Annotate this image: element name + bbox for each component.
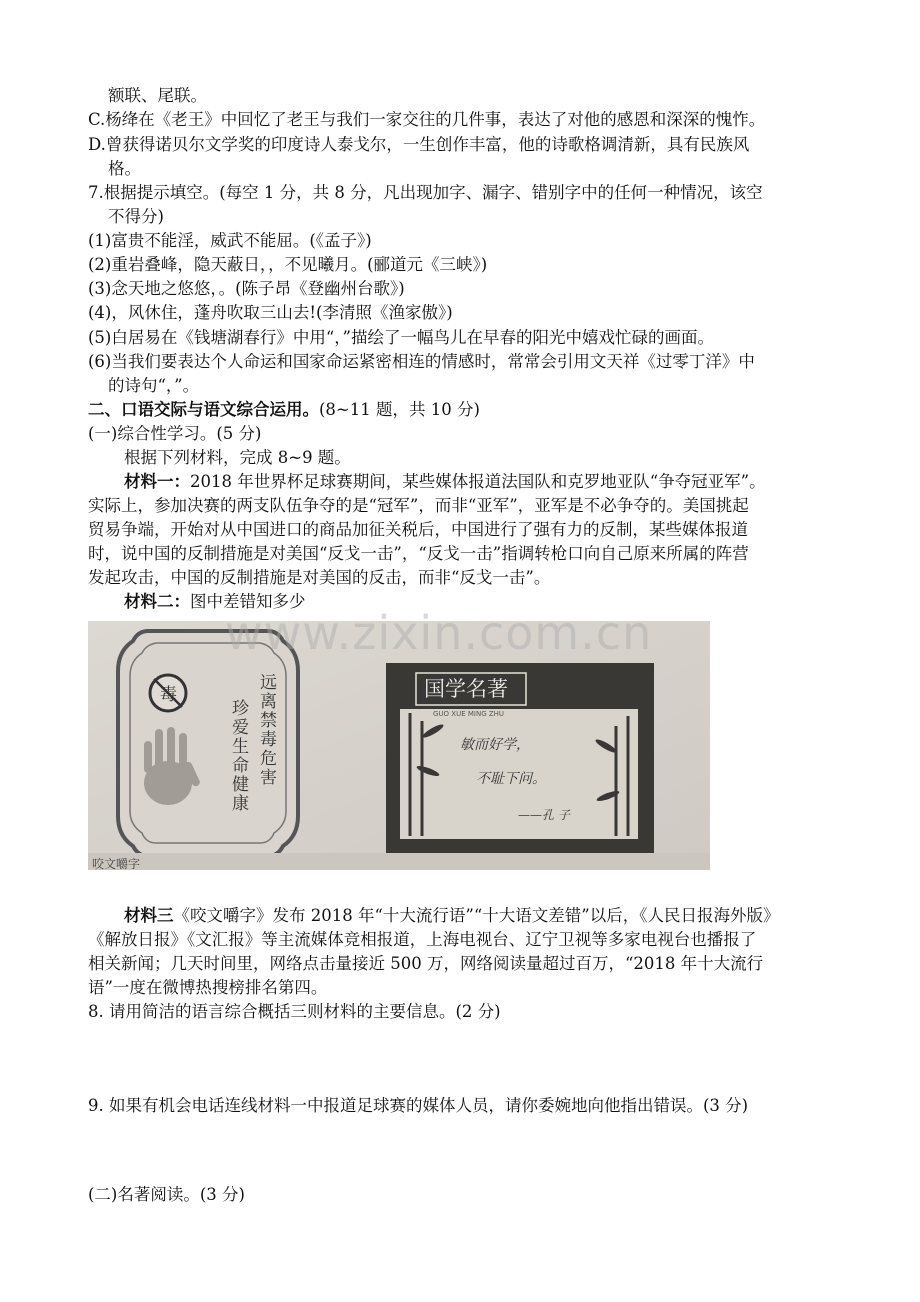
subsection-heading: (一)综合性学习。(5 分) bbox=[88, 424, 262, 443]
section-heading bbox=[88, 399, 480, 421]
material-1-line bbox=[124, 471, 766, 493]
question-8: 8. 请用简洁的语言综合概括三则材料的主要信息。(2 分) bbox=[88, 1002, 501, 1021]
material-2-text: 图中差错知多少 bbox=[190, 592, 306, 611]
right-board-quote-1: 敏而好学， bbox=[460, 737, 530, 753]
text-line: C.杨绛在《老王》中回忆了老王与我们一家交往的几件事，表达了对他的感恩和深深的愧怍。 bbox=[88, 110, 766, 129]
right-board-author: ——孔 子 bbox=[518, 808, 570, 822]
material-3-label: 材料三 bbox=[124, 906, 174, 925]
material-3-line: 语”一度在微博热搜榜排名第四。 bbox=[88, 978, 328, 997]
blank-item-6: (6)当我们要表达个人命运和国家命运紧密相连的情感时，常常会引用文天祥《过零丁洋》中 bbox=[88, 352, 755, 371]
blank-item-2: (2)重岩叠峰，隐天蔽日，，不见曦月。(郦道元《三峡》) bbox=[88, 255, 488, 274]
material-1-line: 贸易争端，开始对从中国进口的商品加征关税后，中国进行了强有力的反制，某些媒体报道 bbox=[88, 520, 748, 539]
bottom-fragment-text: 咬文嚼字 bbox=[92, 857, 141, 870]
blank-item-1: (1)富贵不能淫，威武不能屈。(《孟子》) bbox=[88, 231, 372, 250]
text-line: D.曾获得诺贝尔文学奖的印度诗人泰戈尔，一生创作丰富，他的诗歌格调清新，具有民族风 bbox=[88, 135, 750, 154]
material-1-line: 时，说中国的反制措施是对美国“反戈一击”，“反戈一击”指调转枪口向自己原来所属的阵营 bbox=[88, 544, 749, 563]
blank-item-4: (4)，风休住，蓬舟吹取三山去!(李清照《渔家傲》) bbox=[88, 303, 453, 322]
section-heading-title: 二、口语交际与语文综合运用。 bbox=[88, 400, 319, 419]
right-board-pinyin: GUO XUE MING ZHU bbox=[433, 710, 505, 718]
left-sign-text-2: 珍爱生命健康 bbox=[228, 699, 248, 813]
material-3-line: 相关新闻；几天时间里，网络点击量接近 500 万，网络阅读量超过百万，“2018 年十大流行 bbox=[88, 954, 764, 973]
right-board-quote-2: 不耻下问。 bbox=[476, 771, 546, 787]
material-1-label: 材料一： bbox=[124, 472, 190, 491]
watermark: www.zixin.com.cn bbox=[225, 606, 653, 660]
section-heading-note: (8~11 题，共 10 分) bbox=[319, 400, 480, 419]
material-1-line: 实际上，参加决赛的两支队伍争夺的是“冠军”，而非“亚军”，亚军是不必争夺的。美国挑起 bbox=[88, 496, 749, 515]
left-sign-text: 远离禁毒危害 bbox=[256, 673, 276, 787]
material-1-line: 发起攻击，中国的反制措施是对美国的反击，而非“反戈一击”。 bbox=[88, 568, 551, 587]
material-2-label: 材料二： bbox=[124, 592, 190, 611]
question-9: 9. 如果有机会电话连线材料一中报道足球赛的媒体人员，请你委婉地向他指出错误。(3 分) bbox=[88, 1096, 749, 1115]
text-line: 的诗句“，”。 bbox=[108, 376, 200, 395]
subsection-heading-2: (二)名著阅读。(3 分) bbox=[88, 1185, 245, 1204]
text-line: 格。 bbox=[108, 159, 141, 178]
material-3-text: 《咬文嚼字》发布 2018 年“十大流行语”“十大语文差错”以后，《人民日报海外版》 bbox=[173, 906, 780, 925]
question-7: 7.根据提示填空。(每空 1 分，共 8 分，凡出现加字、漏字、错别字中的任何一种情况，该空 bbox=[88, 183, 763, 202]
blank-item-5: (5)白居易在《钱塘湖春行》中用“，”描绘了一幅鸟儿在早春的阳光中嬉戏忙碌的画面。 bbox=[88, 328, 714, 347]
material-3-line bbox=[124, 905, 779, 927]
material-1-text: 2018 年世界杯足球赛期间，某些媒体报道法国队和克罗地亚队“争夺冠亚军”。 bbox=[190, 472, 766, 491]
text-line: 不得分) bbox=[108, 207, 164, 226]
instruction: 根据下列材料，完成 8~9 题。 bbox=[124, 448, 351, 467]
right-board-title: 国学名著 bbox=[424, 677, 508, 701]
blank-item-3: (3)念天地之悠悠，。(陈子昂《登幽州台歌》) bbox=[88, 279, 405, 298]
left-badge-text: 毒 bbox=[160, 685, 177, 705]
material-3-line: 《解放日报》《文汇报》等主流媒体竞相报道，上海电视台、辽宁卫视等多家电视台也播报了 bbox=[88, 930, 757, 949]
text-line: 额联、尾联。 bbox=[108, 86, 207, 105]
